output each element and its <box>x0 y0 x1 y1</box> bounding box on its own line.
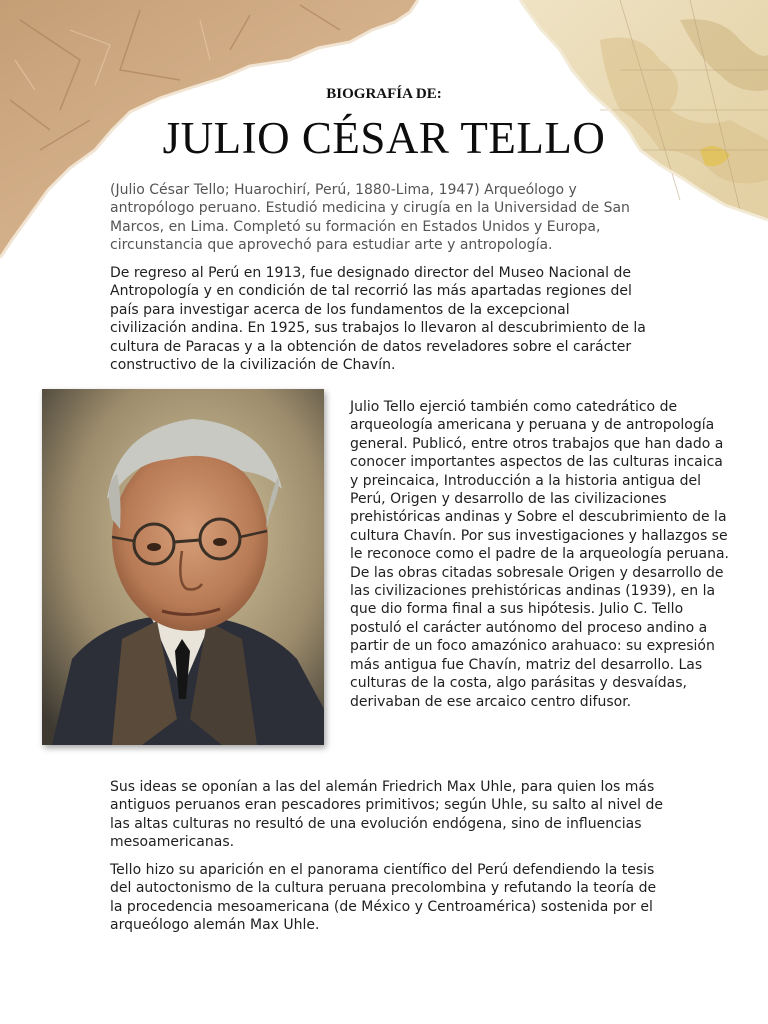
portrait-image <box>42 389 324 745</box>
intro-paragraph: (Julio César Tello; Huarochirí, Perú, 1880-Lima, 1947) Arqueólogo y antropólogo peruano. Estudió medicina y cirugía en la Universidad de San Marcos, en Lima. Completó su formación en Estados Unidos y Europa, circunstancia que aprovechó para estudiar arte y antropología. <box>110 182 630 254</box>
page-title: JULIO CÉSAR TELLO <box>162 113 606 163</box>
paragraph-museum: De regreso al Perú en 1913, fue designado director del Museo Nacional de Antropología y en condición de tal recorrió las más apartadas regiones del país para investigar acerca de los fundamentos de la excepcional civilización andina. En 1925, sus trabajos lo llevaron al descubrimiento de la cultura de Paracas y a la obtención de datos reveladores sobre el carácter constructivo de la civilización de Chavín. <box>110 265 646 374</box>
paragraph-teaching: Julio Tello ejerció también como catedrático de arqueología americana y peruana y de antropología general. Publicó, entre otros trabajos que han dado a conocer importantes aspectos de las culturas incaica y preincaica, Introducción a la historia antigua del Perú, Origen y desarrollo de las civilizaciones prehistóricas andinas y Sobre el descubrimiento de la cultura Chavín. Por sus investigaciones y hallazgos se le reconoce como el padre de la arqueología peruana. De las obras citadas sobresale Origen y desarrollo de las civilizaciones prehistóricas andinas (1939), en la que dio forma final a sus hipótesis. Julio C. Tello postuló el carácter autónomo del proceso andino a partir de un foco amazónico arahuaco: su expresión más antigua fue Chavín, matriz del desarrollo. Las culturas de la costa, algo parásitas y desvaídas, derivaban de ese arcaico centro difusor. <box>350 399 729 710</box>
biography-kicker: BIOGRAFÍA DE: <box>326 86 442 102</box>
paragraph-uhle: Sus ideas se oponían a las del alemán Friedrich Max Uhle, para quien los más antiguos peruanos eran pescadores primitivos; según Uhle, su salto al nivel de las altas culturas no resultó de una evolución endógena, sino de influencias mesoamericanas. <box>110 779 663 851</box>
paragraph-autoctonismo: Tello hizo su aparición en el panorama científico del Perú defendiendo la tesis del autoctonismo de la cultura peruana precolombina y refutando la teoría de la procedencia mesoamericana (de México y Centroamérica) sostenida por el arqueólogo alemán Max Uhle. <box>110 862 657 934</box>
